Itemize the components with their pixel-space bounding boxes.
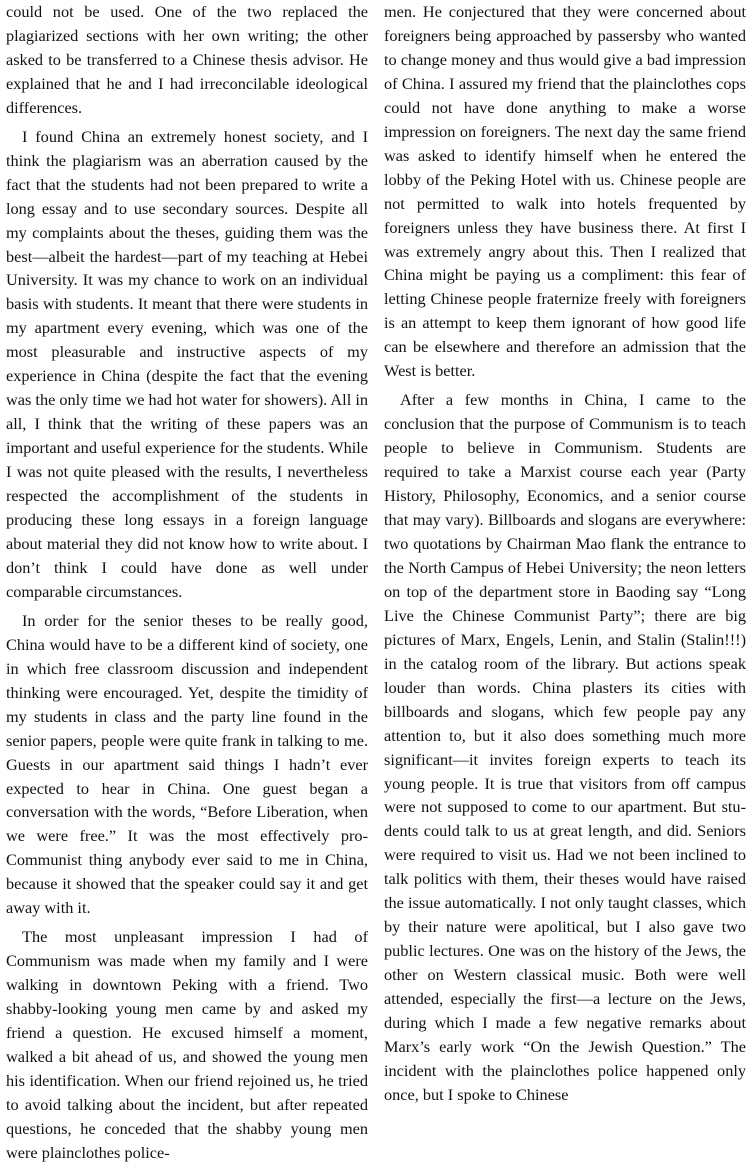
left-column	[6, 0, 368, 1162]
paragraph: I found China an extremely honest society, and I think the plagiarism was an aberration caused by the fact that the students had not been prepared to write a long essay and to use secondary sources. Despite all my complaints about the theses, guiding them was the best—albeit the hardest—part of my teaching at Hebei University. It was my chance to work on an individual basis with students. It meant that there were students in my apartment every evening, which was one of the most pleasurable and instructive aspects of my experience in China (despite the fact that the evening was the only time we had hot water for showers). All in all, I think that the writing of these papers was an important and useful experience for the students. While I was not quite pleased with the results, I nevertheless respected the accomplishment of the students in producing these long essays in a foreign language about material they did not know how to write about. I don’t think I could have done as well under comparable circumstances.	[6, 126, 368, 601]
paragraph: In order for the senior theses to be really good, China would have to be a different kind of society, one in which free classroom discussion and independent thinking were encouraged. Yet, despite the timidity of my students in class and the party line found in the senior papers, people were quite frank in talking to me. Guests in our apartment said things I hadn’t ever expected to hear in China. One guest began a conversation with the words, “Before Liberation, when we were free.” It was the most effectively pro-Communist thing anybody ever said to me in China, because it showed that the speaker could say it and get away with it.	[6, 610, 368, 918]
paragraph: could not be used. One of the two replaced the plagiarized sections with her own writing; the other asked to be transferred to a Chinese thesis advisor. He explained that he and I had irreconcilable ideological differences.	[6, 2, 368, 117]
right-column	[384, 0, 746, 1108]
paragraph: men. He conjectured that they were concerned about foreigners being approached by passersby who wanted to change money and thus would give a bad impression of China. I assured my friend that the plainclothes cops could not have done anything to make a worse impression on foreigners. The next day the same friend was asked to identify himself when he entered the lobby of the Peking Hotel with us. Chinese people are not permitted to walk into hotels frequented by foreigners unless they have business there. At first I was extremely angry about this. Then I realized that China might be paying us a compliment: this fear of letting Chinese people fraternize freely with foreigners is an attempt to keep them ignorant of how good life can be elsewhere and therefore an admission that the West is better.	[384, 2, 746, 381]
paragraph: After a few months in China, I came to the conclusion that the purpose of Communism is to teach people to believe in Communism. Students are required to take a Marxist course each year (Party History, Philosophy, Economics, and a senior course that may vary). Billboards and slogans are everywhere: two quotations by Chairman Mao flank the entrance to the North Campus of Hebei University; the neon letters on top of the department store in Baoding say “Long Live the Chinese Communist Party”; there are big pictures of Marx, Engels, Lenin, and Stalin (Stalin!!!) in the catalog room of the library. But actions speak louder than words. China plasters its cities with billboards and slogans, which few people pay any attention to, but it also does something much more significant—it invites foreign experts to teach its young people. It is true that visitors from off campus were not supposed to come to our apartment. But students could talk to us at great length, and did. Seniors were required to visit us. Had we not been inclined to talk politics with them, their theses would have raised the issue automatically. I not only taught classes, which by their nature were apolitical, but I also gave two public lectures. One was on the history of the Jews, the other on Western classical music. Both were well attended, especially the first—a lecture on the Jews, during which I made a few negative remarks about Marx’s early work “On the Jewish Question.” The incident with the plainclothes police happened only once, but I spoke to Chinese	[384, 390, 746, 1104]
paragraph: The most unpleasant impression I had of Communism was made when my family and I were walking in downtown Peking with a friend. Two shabby-looking young men came by and asked my friend a question. He excused himself a moment, walked a bit ahead of us, and showed the young men his identification. When our friend rejoined us, he tried to avoid talking about the incident, but after repeated questions, he conceded that the shabby young men were plainclothes police-	[6, 927, 368, 1162]
